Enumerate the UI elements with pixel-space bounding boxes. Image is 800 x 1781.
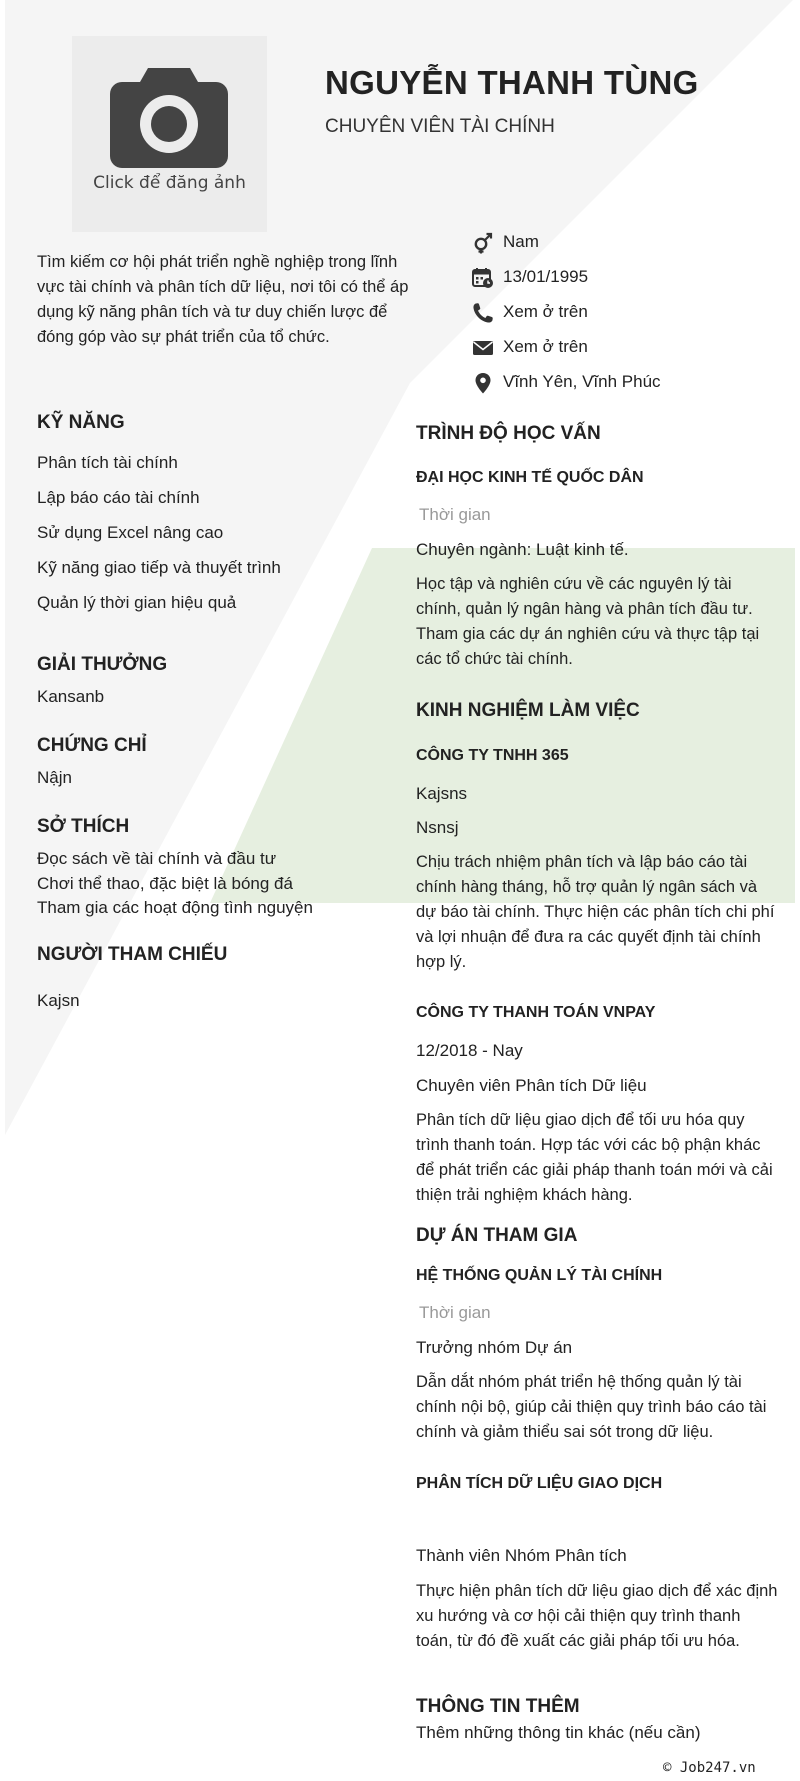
project-name: HỆ THỐNG QUẢN LÝ TÀI CHÍNH (416, 1267, 663, 1284)
email-value: Xem ở trên (503, 337, 588, 356)
references-text: Kajsn (37, 991, 80, 1010)
references-heading: NGƯỜI THAM CHIẾU (37, 944, 228, 965)
job-time: 12/2018 - Nay (416, 1041, 523, 1060)
skill-item: Kỹ năng giao tiếp và thuyết trình (37, 558, 281, 577)
phone-icon (472, 302, 494, 324)
skill-item: Phân tích tài chính (37, 453, 178, 472)
project-name: PHÂN TÍCH DỮ LIỆU GIAO DỊCH (416, 1475, 663, 1492)
awards-heading: GIẢI THƯỞNG (37, 654, 168, 675)
education-heading: TRÌNH ĐỘ HỌC VẤN (416, 423, 601, 444)
additional-info-text: Thêm những thông tin khác (nếu cần) (416, 1723, 701, 1742)
candidate-position: CHUYÊN VIÊN TÀI CHÍNH (325, 116, 555, 137)
skills-heading: KỸ NĂNG (37, 412, 125, 433)
hobbies-list (37, 848, 313, 922)
footer-copyright: © Job247.vn (663, 1760, 756, 1776)
job-company: CÔNG TY TNHH 365 (416, 747, 569, 764)
job-role: Chuyên viên Phân tích Dữ liệu (416, 1076, 647, 1095)
project-role: Trưởng nhóm Dự án (416, 1338, 573, 1357)
certificates-text: Nậjn (37, 768, 72, 787)
hobby-item: Tham gia các hoạt động tình nguyện (37, 898, 313, 917)
skill-item: Lập báo cáo tài chính (37, 488, 200, 507)
photo-upload[interactable] (72, 36, 267, 232)
camera-icon (110, 64, 228, 168)
certificates-heading: CHỨNG CHỈ (37, 735, 147, 756)
education-school: ĐẠI HỌC KINH TẾ QUỐC DÂN (416, 469, 644, 486)
additional-info-heading: THÔNG TIN THÊM (416, 1696, 580, 1717)
project-description: Dẫn dắt nhóm phát triển hệ thống quản lý tài chính nội bộ, giúp cải thiện quy trình báo cáo tài chính và giảm thiểu sai sót trong dữ liệu. (416, 1373, 767, 1441)
skills-list (37, 452, 281, 627)
education-major: Chuyên ngành: Luật kinh tế. (416, 540, 629, 559)
project-time: Thời gian (419, 1303, 491, 1322)
education-time: Thời gian (419, 505, 491, 524)
address-value: Vĩnh Yên, Vĩnh Phúc (503, 372, 661, 391)
project-description: Thực hiện phân tích dữ liệu giao dịch để xác định xu hướng và cơ hội cải thiện quy trình thanh toán, từ đó đề xuất các giải pháp tối ưu hóa. (416, 1582, 778, 1650)
location-icon (472, 372, 494, 394)
calendar-icon (472, 267, 494, 289)
candidate-name: NGUYỄN THANH TÙNG (325, 64, 699, 101)
hobbies-heading: SỞ THÍCH (37, 816, 130, 837)
project-role: Thành viên Nhóm Phân tích (416, 1546, 627, 1565)
gender-icon (472, 232, 494, 254)
job-role: Nsnsj (416, 818, 459, 837)
education-description: Học tập và nghiên cứu về các nguyên lý tài chính, quản lý ngân hàng và phân tích đầu tư. Tham gia các dự án nghiên cứu và thực tập tại các tổ chức tài chính. (416, 575, 760, 668)
job-description: Chịu trách nhiệm phân tích và lập báo cáo tài chính hàng tháng, hỗ trợ quản lý ngân sách và dự báo tài chính. Thực hiện các phân tích chi phí và lợi nhuận để đưa ra các quyết định tài chính hợp lý. (416, 853, 775, 971)
job-time: Kajsns (416, 784, 468, 803)
hobby-item: Chơi thể thao, đặc biệt là bóng đá (37, 873, 293, 893)
projects-heading: DỰ ÁN THAM GIA (416, 1225, 578, 1246)
skill-item: Quản lý thời gian hiệu quả (37, 593, 237, 612)
job-description: Phân tích dữ liệu giao dịch để tối ưu hóa quy trình thanh toán. Hợp tác với các bộ phận khác để phát triển các giải pháp thanh toán mới và cải thiện trải nghiệm khách hàng. (416, 1111, 773, 1204)
hobby-item: Đọc sách về tài chính và đầu tư (37, 849, 277, 868)
email-icon (472, 337, 494, 359)
awards-text: Kansanb (37, 687, 105, 706)
skill-item: Sử dụng Excel nâng cao (37, 523, 224, 542)
experience-heading: KINH NGHIỆM LÀM VIỆC (416, 700, 640, 721)
phone-value: Xem ở trên (503, 302, 588, 321)
photo-upload-label: Click để đăng ảnh (93, 173, 246, 193)
career-objective: Tìm kiếm cơ hội phát triển nghề nghiệp trong lĩnh vực tài chính và phân tích dữ liệu, nơi tôi có thể áp dụng kỹ năng phân tích và tư duy chiến lược để đóng góp vào sự phát triển của tổ chức. (37, 253, 409, 346)
gender-value: Nam (503, 232, 539, 251)
dob-value: 13/01/1995 (503, 267, 589, 286)
job-company: CÔNG TY THANH TOÁN VNPAY (416, 1004, 656, 1021)
